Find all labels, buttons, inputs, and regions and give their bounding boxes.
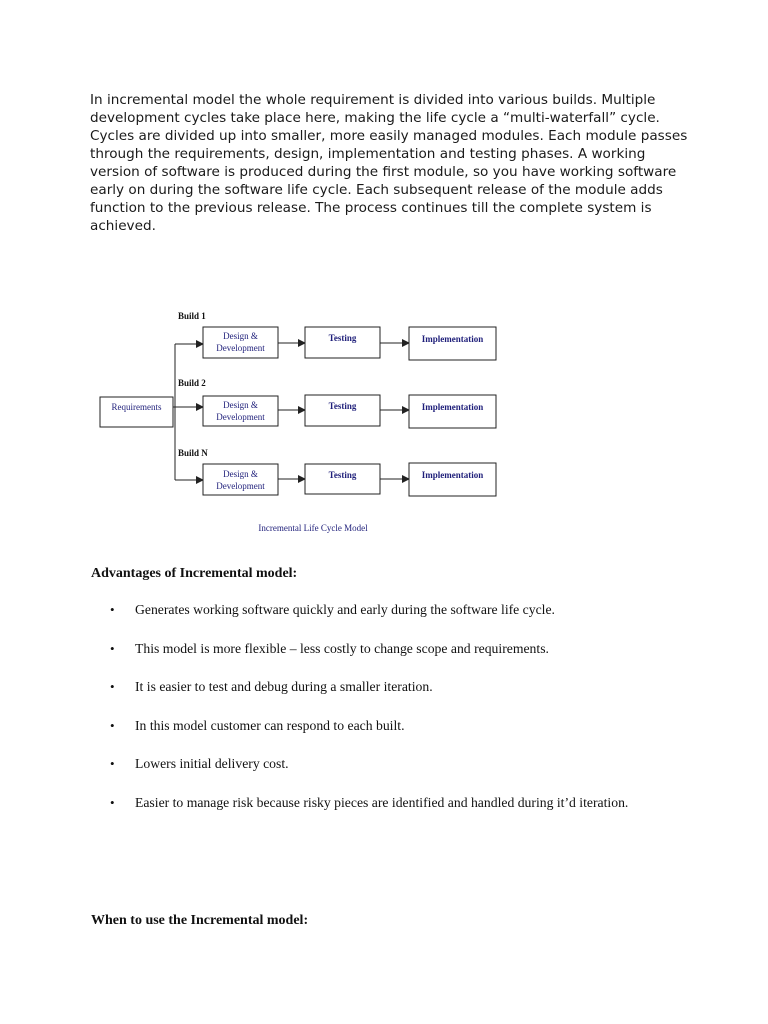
build-n-design-line2: Development bbox=[216, 481, 265, 491]
list-item bbox=[110, 639, 670, 658]
list-item-text: This model is more flexible – less costly to change scope and requirements. bbox=[135, 640, 549, 656]
advantages-heading: Advantages of Incremental model: bbox=[91, 566, 298, 581]
list-item bbox=[110, 793, 670, 812]
diagram-canvas bbox=[95, 306, 505, 538]
list-item-text: Easier to manage risk because risky pieces are identified and handled during it’d iteration. bbox=[135, 794, 629, 810]
build-2-design-line2: Development bbox=[216, 412, 265, 422]
list-item bbox=[110, 677, 670, 696]
build-1-design-line1: Design & bbox=[223, 331, 258, 341]
build-1-implementation-label: Implementation bbox=[421, 334, 484, 344]
build-1-label: Build 1 bbox=[178, 311, 206, 321]
intro-paragraph: In incremental model the whole requirement is divided into various builds. Multiple development cycles take place here, making the life cycle a “multi-waterfall” cycle. Cycles are divided up into smaller, more easily managed modules. Each module passes through the requirements, design, implementation and testing phases. A working version of software is produced during the first module, so you have working software early on during the software life cycle. Each subsequent release of the module adds function to the previous release. The process continues till the complete system is achieved. bbox=[90, 92, 688, 234]
bullet-icon: • bbox=[110, 602, 115, 617]
build-2-design-line1: Design & bbox=[223, 400, 258, 410]
incremental-model-diagram bbox=[95, 306, 505, 538]
list-item bbox=[110, 754, 670, 773]
list-item-text: Lowers initial delivery cost. bbox=[135, 756, 289, 771]
list-item bbox=[110, 600, 670, 619]
build-2-testing-label: Testing bbox=[328, 401, 357, 411]
list-item-text: Generates working software quickly and early during the software life cycle. bbox=[135, 602, 555, 617]
build-n-testing-label: Testing bbox=[328, 470, 357, 480]
list-item bbox=[110, 716, 670, 735]
build-2-label: Build 2 bbox=[178, 378, 206, 388]
build-1-testing-label: Testing bbox=[328, 333, 357, 343]
diagram-caption: Incremental Life Cycle Model bbox=[258, 523, 368, 533]
build-n-label: Build N bbox=[178, 448, 208, 458]
advantages-list bbox=[110, 600, 670, 831]
build-1-design-line2: Development bbox=[216, 343, 265, 353]
bullet-icon: • bbox=[110, 794, 115, 810]
list-item-text: In this model customer can respond to each built. bbox=[135, 717, 405, 733]
list-item-text: It is easier to test and debug during a smaller iteration. bbox=[135, 679, 433, 694]
when-to-use-heading: When to use the Incremental model: bbox=[91, 913, 309, 928]
build-n-implementation-label: Implementation bbox=[421, 470, 484, 480]
bullet-icon: • bbox=[110, 640, 115, 656]
bullet-icon: • bbox=[110, 756, 115, 771]
bullet-icon: • bbox=[110, 717, 115, 733]
build-n-design-line1: Design & bbox=[223, 469, 258, 479]
requirements-label: Requirements bbox=[111, 402, 162, 412]
bullet-icon: • bbox=[110, 679, 115, 694]
build-2-implementation-label: Implementation bbox=[421, 402, 484, 412]
